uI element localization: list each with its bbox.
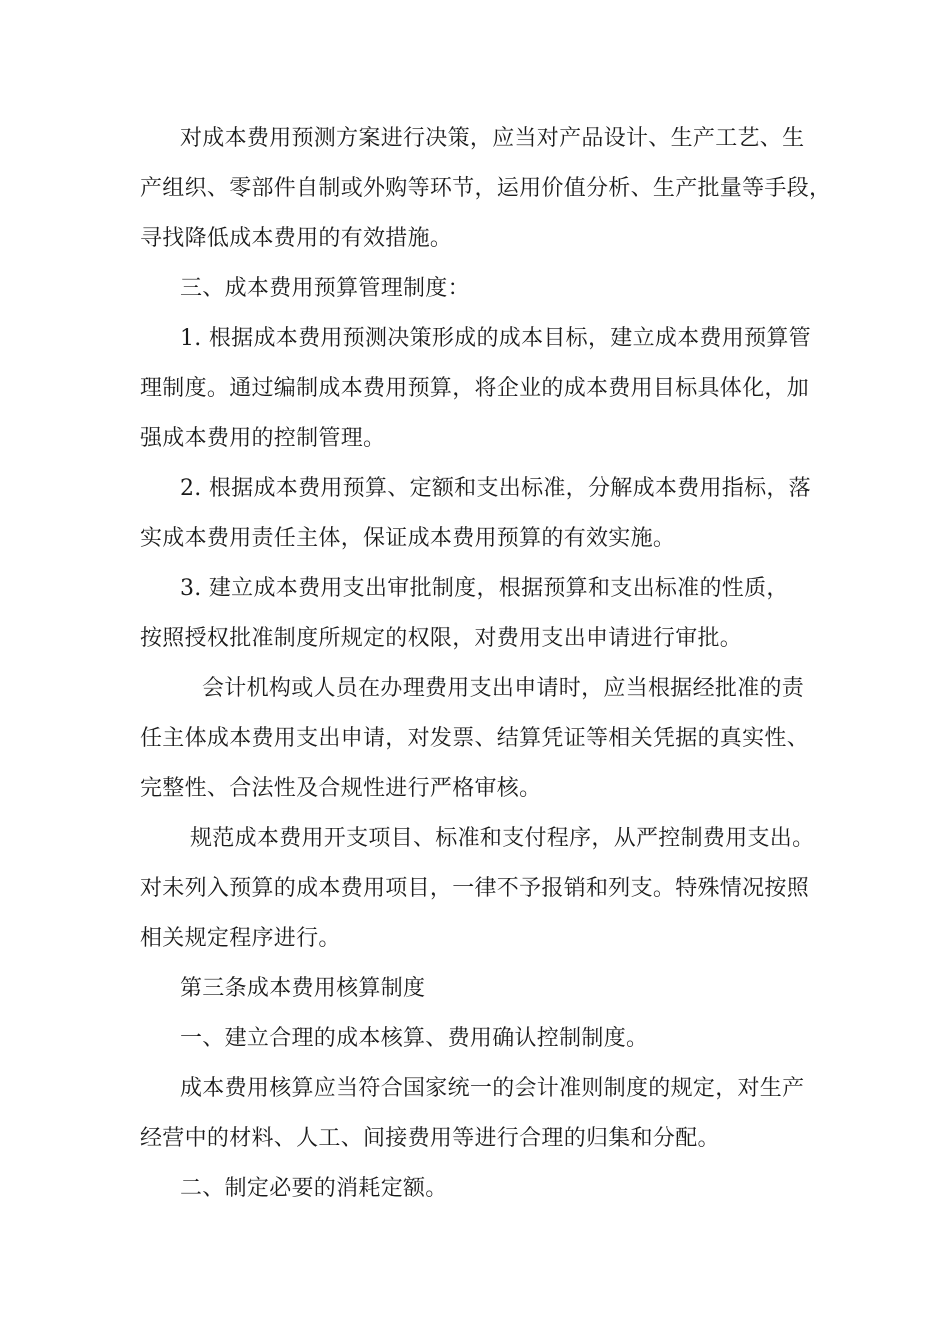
text-line: 3. 建立成本费用支出审批制度，根据预算和支出标准的性质， [180,576,789,601]
text-line: 任主体成本费用支出申请，对发票、结算凭证等相关凭据的真实性、 [140,726,810,751]
text-line: 规范成本费用开支项目、标准和支付程序，从严控制费用支出。 [190,826,815,851]
section-heading: 二、制定必要的消耗定额。 [180,1176,448,1201]
section-heading: 一、建立合理的成本核算、费用确认控制制度。 [180,1026,649,1051]
text-line: 2. 根据成本费用预算、定额和支出标准，分解成本费用指标，落 [180,476,811,501]
article-heading: 第三条成本费用核算制度 [180,976,426,1001]
text-line: 强成本费用的控制管理。 [140,426,386,451]
text-line: 理制度。通过编制成本费用预算，将企业的成本费用目标具体化，加 [140,376,810,401]
text-line: 相关规定程序进行。 [140,926,341,951]
text-line: 对未列入预算的成本费用项目，一律不予报销和列支。特殊情况按照 [140,876,810,901]
text-line: 按照授权批准制度所规定的权限，对费用支出申请进行审批。 [140,626,743,651]
text-line: 产组织、零部件自制或外购等环节，运用价值分析、生产批量等手段， [140,176,832,201]
text-line: 成本费用核算应当符合国家统一的会计准则制度的规定，对生产 [180,1076,805,1101]
text-line: 实成本费用责任主体，保证成本费用预算的有效实施。 [140,526,676,551]
text-line: 完整性、合法性及合规性进行严格审核。 [140,776,542,801]
text-line: 会计机构或人员在办理费用支出申请时，应当根据经批准的责 [202,676,805,701]
text-line: 对成本费用预测方案进行决策，应当对产品设计、生产工艺、生 [180,126,805,151]
section-heading: 三、成本费用预算管理制度： [180,276,470,301]
text-line: 经营中的材料、人工、间接费用等进行合理的归集和分配。 [140,1126,720,1151]
text-line: 寻找降低成本费用的有效措施。 [140,226,453,251]
text-line: 1. 根据成本费用预测决策形成的成本目标，建立成本费用预算管 [180,326,811,351]
